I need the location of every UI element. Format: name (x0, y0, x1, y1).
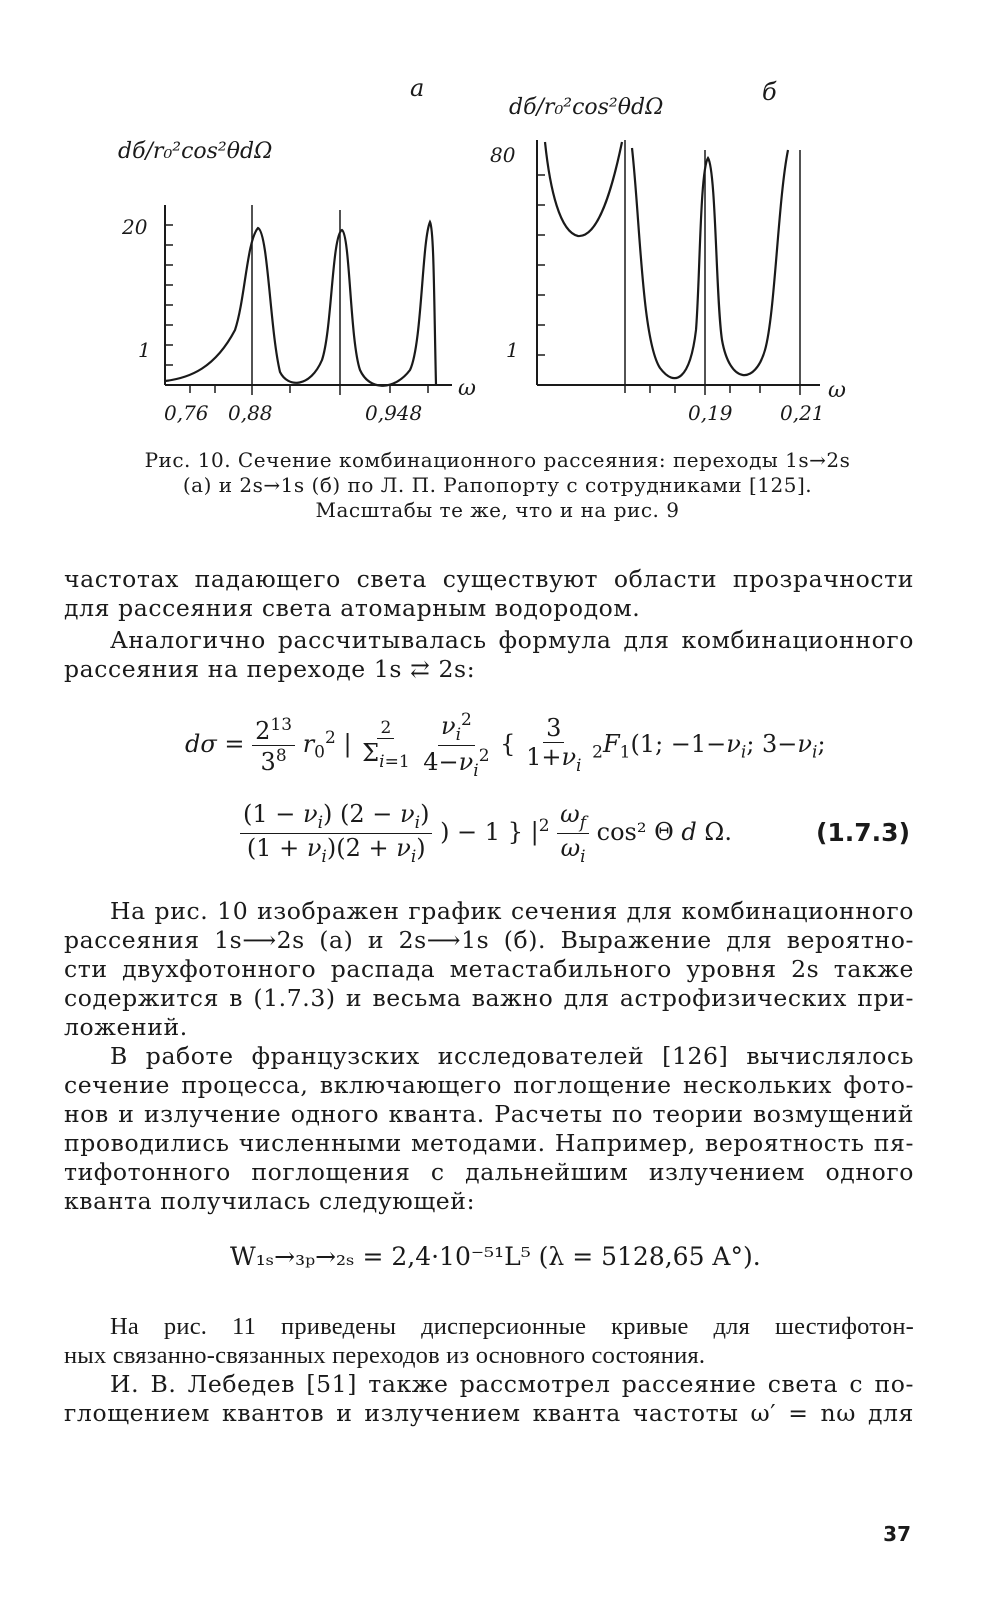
panel-a-label: а (410, 74, 425, 102)
panel-a-ylabel: dб/r₀²cos²θdΩ (118, 139, 273, 164)
panel-a-yticks (165, 225, 173, 365)
panel-b-yticks (537, 175, 545, 355)
panel-a-xtick-3: 0,948 (365, 401, 423, 425)
figure-10 (0, 0, 995, 440)
text-line: кванта получилась следующей: (64, 1187, 476, 1215)
panel-a-ytick-1: 1 (138, 338, 151, 362)
text-line: проводились численными методами. Например, вероятность пя- (64, 1129, 914, 1157)
paragraph-3 (64, 897, 914, 1042)
text-line: Аналогично рассчитывалась формула для комбинационного (110, 626, 914, 654)
caption-line: Рис. 10. Сечение комбинационного рассеяния: переходы 1s→2s (144, 448, 851, 472)
panel-b-curve (545, 142, 788, 378)
figure-caption (110, 448, 885, 523)
formula-five-photon: W₁ₛ→₃ₚ→₂ₛ = 2,4·10⁻⁵¹L⁵ (λ = 5128,65 A°). (230, 1242, 761, 1271)
panel-b-ylabel: dб/r₀²cos²θdΩ (509, 95, 664, 120)
paragraph-4 (64, 1042, 914, 1216)
text-line: В работе французских исследователей [126] вычислялось (110, 1042, 914, 1070)
panel-a-xticks (190, 385, 428, 395)
text-line: И. В. Лебедев [51] также рассмотрел рассеяние света с по- (110, 1370, 914, 1398)
panel-b (490, 78, 846, 425)
panel-a-xtick-2: 0,88 (228, 401, 273, 425)
text-line: ложений. (64, 1013, 188, 1041)
paragraph-6 (64, 1370, 914, 1428)
text-line: для рассеяния света атомарным водородом. (64, 594, 641, 622)
panel-b-xticks (625, 385, 800, 395)
paragraph-1 (64, 565, 914, 623)
text-line: рассеяния на переходе 1s ⇄ 2s: (64, 655, 476, 683)
text-line: На рис. 10 изображен график сечения для комбинационного (110, 897, 914, 925)
equation-number: (1.7.3) (815, 818, 910, 847)
text-line: тифотонного поглощения с дальнейшим излучением одного (64, 1158, 914, 1186)
page-number: 37 (883, 1522, 911, 1546)
equation-1-7-3-line-2: $\frac{(1 - \nu_i) (2 - \nu_i)}{(1 + \nu_i)(2 + \nu_i)}$ ) − 1 } $|^2$ $\frac{\omega_f}{\omega_i}$ cos² Θ d Ω. (240, 800, 732, 867)
text-line: сти двухфотонного распада метастабильного уровня 2s также (64, 955, 914, 983)
panel-a-xaxis-symbol: ω (458, 376, 476, 401)
text-line: сечение процесса, включающего поглощение нескольких фото- (64, 1071, 914, 1099)
text-line: рассеяния 1s⟶2s (а) и 2s⟶1s (б). Выражение для вероятно- (64, 926, 914, 954)
panel-b-xtick-1: 0,19 (688, 401, 733, 425)
paragraph-5 (64, 1312, 914, 1370)
panel-b-label: б (762, 78, 777, 106)
text-line: содержится в (1.7.3) и весьма важно для астрофизических при- (64, 984, 914, 1012)
panel-b-ytick-1: 1 (506, 338, 519, 362)
panel-a (118, 74, 476, 425)
paragraph-2 (64, 626, 914, 684)
panel-b-xtick-2: 0,21 (780, 401, 825, 425)
caption-line: Масштабы те же, что и на рис. 9 (315, 498, 680, 522)
panel-a-xtick-1: 0,76 (164, 401, 209, 425)
text-line: На рис. 11 приведены дисперсионные кривые для шестифотон- (110, 1313, 914, 1340)
caption-line: (а) и 2s→1s (б) по Л. П. Рапопорту с сотрудниками [125]. (182, 473, 813, 497)
panel-a-ytick-20: 20 (122, 215, 148, 239)
equation-1-7-3-line-1: dσ = $\frac{2^{13}}{3^8}$ $r_0^2$ | $\frac{2}{\Sigma_{i=1}}$ $\frac{\nu_i^2}{4-\nu_i^2}$ { $\frac{3}{1+\nu_i}$ $_2F_1(1$; $-1-\nu_i$; $3-\nu_i$; (185, 710, 826, 781)
text-line: ных связанно-связанных переходов из основного состояния. (64, 1342, 706, 1369)
text-line: нов и излучение одного кванта. Расчеты по теории возмущений (64, 1100, 914, 1128)
panel-b-xaxis-symbol: ω (828, 378, 846, 403)
panel-b-ytick-80: 80 (490, 143, 516, 167)
text-line: частотах падающего света существуют области прозрачности (64, 565, 914, 593)
panel-a-curve (165, 222, 436, 386)
text-line: глощением квантов и излучением кванта частоты ω′ = nω для (64, 1399, 914, 1427)
